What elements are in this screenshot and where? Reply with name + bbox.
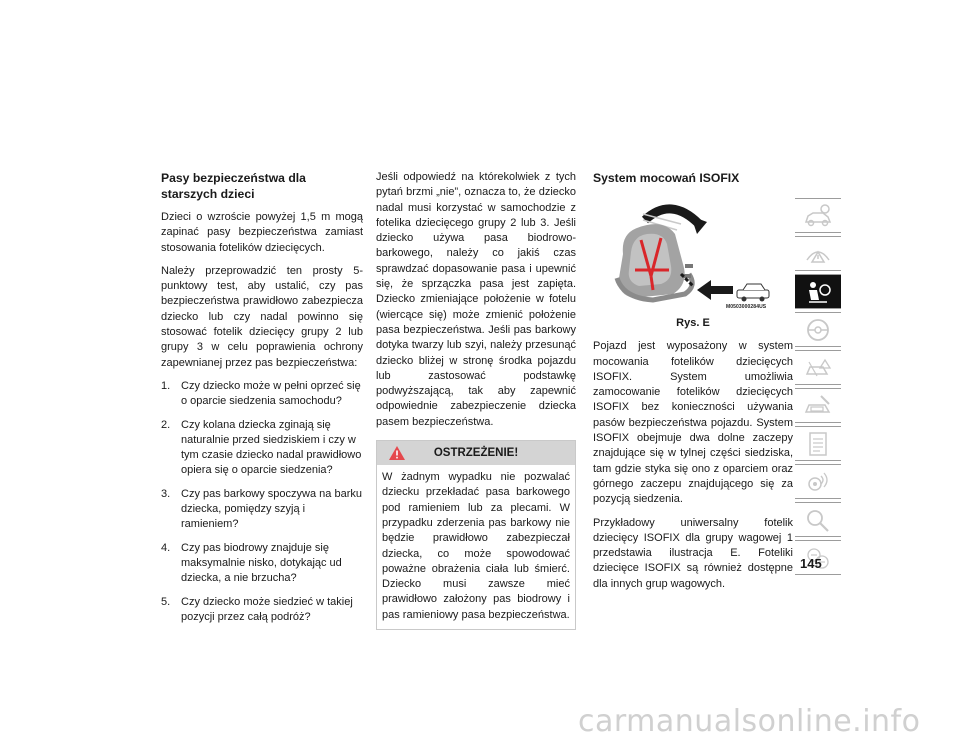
chapter-tab-specifications[interactable] — [795, 426, 841, 461]
isofix-figure — [593, 194, 793, 314]
car-service-icon — [803, 392, 833, 420]
list-item — [161, 379, 363, 410]
list-item — [161, 541, 363, 587]
list-number: 1. — [161, 379, 171, 392]
chapter-tab-car-info[interactable] — [795, 198, 841, 233]
list-text: Czy pas barkowy spoczywa na barku dziecka, pomiędzy szyją i ramieniem? — [181, 487, 362, 531]
car-emergency-icon — [803, 354, 833, 382]
column-middle — [376, 170, 576, 630]
column-left — [161, 170, 363, 633]
child-seat-illustration — [593, 194, 793, 314]
chapter-tab-index[interactable] — [795, 502, 841, 537]
paragraph: Należy przeprowadzić ten prosty 5-punktowy test, aby ustalić, czy pas bezpieczeństwa prawidłowo zabezpiecza dziecko lub czy nadal powinno się stosować fotelik dziecięcy grupy 2 lub grupy 3 w celu poprawienia ochrony zapewnianej przez pas bezpieczeństwa: — [161, 264, 363, 369]
chapter-tab-emergency[interactable] — [795, 350, 841, 385]
list-item — [161, 595, 363, 626]
figure-caption: Rys. E — [676, 317, 710, 329]
paragraph: Dzieci o wzroście powyżej 1,5 m mogą zapinać pasy bezpieczeństwa zamiast stosowania fotelików dziecięcych. — [161, 211, 363, 254]
car-info-icon — [803, 202, 833, 230]
paragraph: Jeśli odpowiedź na którekolwiek z tych pytań brzmi „nie”, oznacza to, że dziecko nadal musi korzystać w samochodzie z fotelika dziecięcego grupy 2 lub 3. Jeśli dziecko używa pasa biodrowo-barkowego, należy co jakiś czas sprawdzać dopasowanie pasa i upewnić się, że sprzączka pasa jest zapięta. Dziecko zmieniające położenie w fotelu (wiercące się) może zmienić położenie pasa bezpieczeństwa. Jeśli pas barkowy dotyka twarzy lub szyi, należy przesunąć dziecko bliżej w stronę środka pojazdu lub zastosować podstawkę podwyższającą, tak aby zapewnić odpowiednie zabezpieczenie dziecka pasem bezpieczeństwa. — [376, 171, 576, 428]
car-icon — [737, 284, 769, 302]
list-text: Czy kolana dziecka zginają się naturalnie przed siedziskiem i czy w tym czasie dziecko nadal prawidłowo opiera się o oparcie siedzenia? — [181, 418, 362, 477]
list-text: Czy dziecko może siedzieć w takiej pozycji przez całą podróż? — [181, 595, 353, 623]
chapter-tab-driving[interactable] — [795, 312, 841, 347]
warning-title: OSTRZEŻENIE! — [433, 447, 519, 460]
dashboard-warning-icon — [803, 240, 833, 268]
list-number: 5. — [161, 595, 171, 608]
warning-box — [376, 440, 576, 630]
chapter-tab-safety[interactable] — [795, 274, 841, 309]
list-number: 2. — [161, 418, 171, 431]
test-checklist — [161, 379, 363, 625]
list-item — [161, 418, 363, 479]
warning-body: W żadnym wypadku nie pozwalać dziecku przekładać pasa barkowego pod ramieniem lub za plecami. W przypadku zderzenia pas barkowy nie będzie prawidłowo zabezpieczał dziecka, co może spowodować poważne obrażenia ciała lub śmierć. Dziecko musi zawsze mieć prawidłowo założony pas biodrowy i pas ramieniowy pasa bezpieczeństwa. — [382, 471, 570, 621]
chapter-tab-service[interactable] — [795, 388, 841, 423]
watermark: carmanualsonline.info — [578, 704, 921, 739]
chapter-tab-dashboard[interactable] — [795, 236, 841, 271]
search-icon — [803, 506, 833, 534]
page-number: 145 — [800, 556, 822, 571]
list-number: 3. — [161, 487, 171, 500]
paragraph: Przykładowy uniwersalny fotelik dziecięcy ISOFIX dla grupy wagowej 1 przedstawia ilustracja E. Foteliki dziecięce ISOFIX są również dostępne dla innych grup wagowych. — [593, 516, 793, 590]
airbag-safety-icon — [803, 278, 833, 306]
list-number: 4. — [161, 541, 171, 554]
paragraph: Pojazd jest wyposażony w system mocowania fotelików dziecięcych ISOFIX. System umożliwia zamocowanie fotelików dziecięcych ISOFIX bez konieczności używania pasów bezpieczeństwa pojazdu. System ISOFIX obejmuje dwa dolne zaczepy znajdujące się w tylnej części siedziska, tam gdzie styka się ono z oparciem oraz górnego zaczepu znajdującego się za pozycją siedzenia. — [593, 340, 793, 506]
section-heading-isofix: System mocowań ISOFIX — [593, 171, 740, 185]
warning-header — [377, 441, 575, 465]
specifications-list-icon — [803, 430, 833, 458]
steering-wheel-icon — [803, 316, 833, 344]
multimedia-icon — [803, 468, 833, 496]
list-text: Czy pas biodrowy znajduje się maksymalnie nisko, dotykając ud dziecka, a nie brzucha? — [181, 541, 342, 585]
push-arrow-icon — [697, 280, 733, 300]
list-item — [161, 487, 363, 533]
figure-code: M0503000284US — [726, 304, 767, 310]
list-text: Czy dziecko może w pełni oprzeć się o oparcie siedzenia samochodu? — [181, 379, 361, 408]
chapter-tab-multimedia[interactable] — [795, 464, 841, 499]
section-heading-older-children: Pasy bezpieczeństwa dla starszych dzieci — [161, 171, 306, 201]
column-right — [593, 170, 793, 600]
warning-triangle-icon — [388, 445, 406, 461]
chapter-sidebar — [795, 198, 841, 578]
